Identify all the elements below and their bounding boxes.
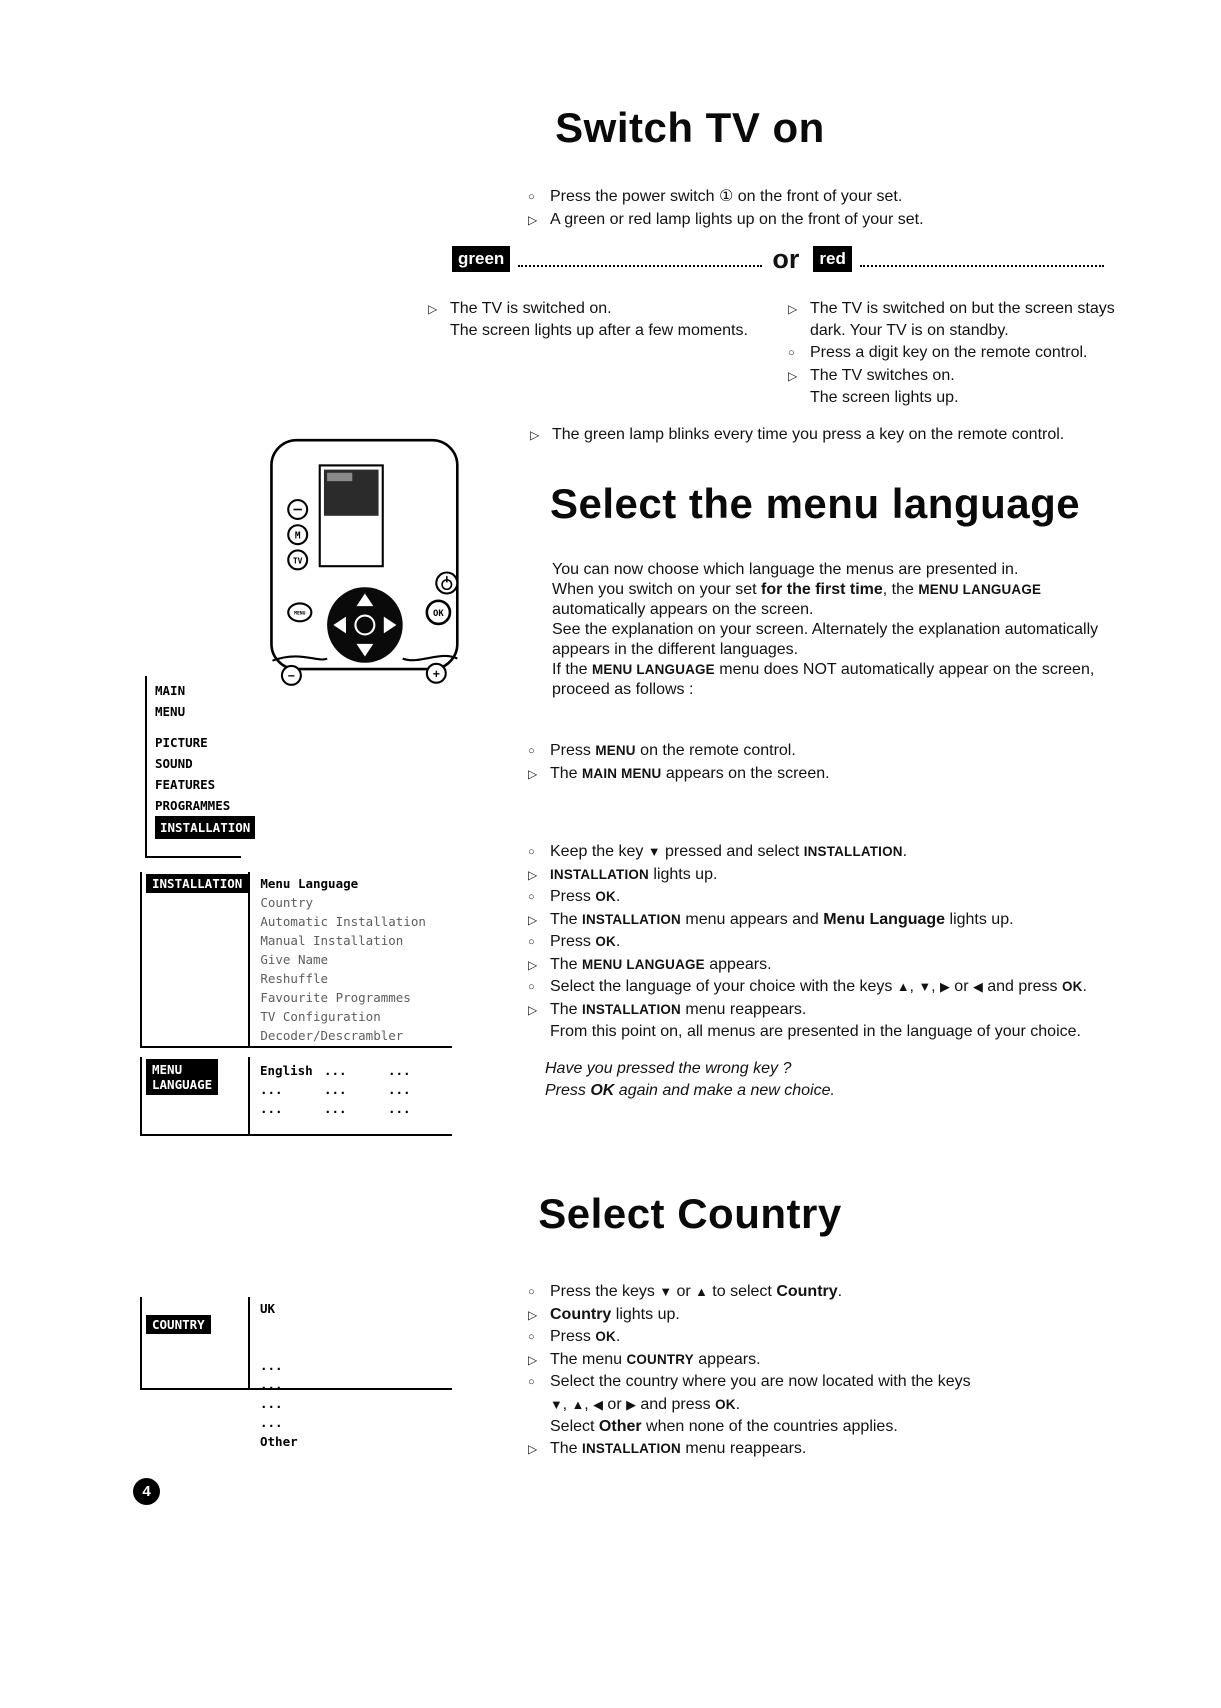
menu-item: MENU xyxy=(155,704,186,719)
screen-cell: ... xyxy=(260,1101,283,1116)
screen-row xyxy=(260,1099,452,1118)
remote-control-illustration xyxy=(262,436,472,693)
menu-language-label xyxy=(146,1059,218,1095)
result-bullet: ▷ xyxy=(528,1003,538,1017)
screen-row xyxy=(260,1413,452,1451)
line-text: Press MENU on the remote control. xyxy=(550,742,796,759)
text-line xyxy=(788,387,1140,409)
screen-cell: UK xyxy=(260,1301,276,1316)
line-text: automatically appears on the screen. xyxy=(552,601,814,618)
text-line xyxy=(545,1058,1065,1080)
menu-item: PICTURE xyxy=(155,735,208,750)
menu-item: SOUND xyxy=(155,756,193,771)
line-text: The green lamp blinks every time you press a key on the remote control. xyxy=(552,426,1065,443)
line-text: Press a digit key on the remote control. xyxy=(810,344,1088,361)
menu-item: Menu Language xyxy=(260,876,359,891)
text-line xyxy=(528,1281,1140,1304)
line-text: You can now choose which language the menus are presented in. xyxy=(552,561,1019,578)
action-bullet: ○ xyxy=(528,981,535,993)
page-number-badge: 4 xyxy=(133,1478,160,1505)
text-line xyxy=(788,298,1140,342)
screen-row xyxy=(260,1080,452,1099)
screen-cell: ... xyxy=(388,1063,411,1078)
menu-item: FEATURES xyxy=(155,777,216,792)
line-text: INSTALLATION lights up. xyxy=(550,866,718,883)
screen-cell: Other xyxy=(260,1434,298,1449)
result-bullet: ▷ xyxy=(528,213,538,227)
line-text: The INSTALLATION menu appears and Menu Language lights up. xyxy=(550,911,1014,928)
installation-steps xyxy=(528,841,1144,1043)
text-line xyxy=(788,365,1140,387)
menu-language-label-column xyxy=(142,1057,250,1134)
main-menu-screen xyxy=(145,676,251,858)
text-line xyxy=(528,1394,1140,1416)
line-text: The TV switches on. xyxy=(810,367,955,384)
text-line xyxy=(428,298,773,320)
line-text: When you switch on your set for the first time, the MENU LANGUAGE xyxy=(552,581,1042,598)
text-line xyxy=(530,424,1170,446)
or-label: or xyxy=(772,244,800,274)
line-text: The TV is switched on but the screen stays dark. Your TV is on standby. xyxy=(810,300,1115,339)
switch-on-steps xyxy=(528,186,1140,231)
blink-note xyxy=(530,424,1170,446)
menu-item: Decoder/Descrambler xyxy=(260,1028,404,1043)
power-button xyxy=(436,573,457,594)
line-text: A green or red lamp lights up on the front of your set. xyxy=(550,211,924,228)
line-text: If the MENU LANGUAGE menu does NOT automatically appear on the screen, xyxy=(552,661,1095,678)
line-text: Press the keys ▼ or ▲ to select Country. xyxy=(550,1283,843,1300)
line-text: The MENU LANGUAGE appears. xyxy=(550,956,772,973)
text-line xyxy=(528,931,1144,954)
screen-row xyxy=(260,1061,452,1080)
country-menu-label: COUNTRY xyxy=(146,1315,211,1334)
text-line xyxy=(552,620,1152,640)
line-text: Press the power switch ① on the front of your set. xyxy=(550,188,903,205)
line-text: The TV is switched on. xyxy=(450,300,612,317)
result-bullet: ▷ xyxy=(530,428,540,442)
menu-item: TV Configuration xyxy=(260,1009,381,1024)
text-line xyxy=(528,763,1140,785)
text-line xyxy=(552,600,1152,620)
wrong-key-note xyxy=(545,1058,1065,1102)
text-line xyxy=(528,999,1144,1021)
m-button-label: M xyxy=(294,530,301,542)
dotted-leader xyxy=(860,251,1104,267)
result-bullet: ▷ xyxy=(528,1308,538,1322)
text-line xyxy=(552,660,1152,680)
result-bullet: ▷ xyxy=(788,369,798,383)
screen-cell: English xyxy=(260,1063,313,1078)
menu-item: PROGRAMMES xyxy=(155,798,231,813)
line-text: Select the country where you are now located with the keys xyxy=(550,1373,971,1390)
text-line xyxy=(528,1416,1140,1438)
line-text: Press OK. xyxy=(550,888,621,905)
result-bullet: ▷ xyxy=(528,767,538,781)
red-lamp-result xyxy=(788,298,1140,409)
installation-menu-items xyxy=(250,872,452,1046)
line-text: Select the language of your choice with the keys ▲, ▼, ▶ or ◀ and press OK. xyxy=(550,978,1087,995)
country-menu-screen xyxy=(140,1297,452,1449)
menu-language-label-line1: MENU xyxy=(152,1062,183,1077)
menu-item: Manual Installation xyxy=(260,933,404,948)
text-line xyxy=(528,1304,1140,1326)
screen-cell: ... xyxy=(388,1101,411,1116)
menu-button-label: MENU xyxy=(294,611,306,617)
action-bullet: ○ xyxy=(528,936,535,948)
country-label-column xyxy=(142,1297,250,1388)
result-bullet: ▷ xyxy=(788,302,798,316)
text-line xyxy=(528,1349,1140,1371)
screen-cell: ... xyxy=(260,1082,283,1097)
screen-row xyxy=(260,1375,452,1413)
section-title-switch-tv-on: Switch TV on xyxy=(555,104,825,151)
highlight-box: INSTALLATION xyxy=(155,816,255,839)
text-line xyxy=(552,640,1152,660)
text-line xyxy=(528,740,1140,763)
text-line xyxy=(528,909,1144,931)
text-line xyxy=(528,1371,1140,1394)
line-text: appears in the different languages. xyxy=(552,641,799,658)
line-text: The menu COUNTRY appears. xyxy=(550,1351,761,1368)
installation-menu-screen xyxy=(140,872,452,1048)
action-bullet: ○ xyxy=(528,1331,535,1343)
line-text: Press OK. xyxy=(550,933,621,950)
remote-control-drawing xyxy=(262,436,472,688)
tv-button-label: TV xyxy=(292,556,303,566)
text-line xyxy=(552,680,1152,700)
text-line xyxy=(552,560,1152,580)
screen-cell: ... xyxy=(260,1358,283,1373)
result-bullet: ▷ xyxy=(428,302,438,316)
ok-button-label: OK xyxy=(433,609,444,620)
screen-cell: ... xyxy=(260,1415,283,1430)
menu-language-label-line2: LANGUAGE xyxy=(152,1077,213,1092)
section-title-select-menu-language: Select the menu language xyxy=(550,480,1081,527)
menu-item: MAIN xyxy=(155,683,186,698)
screen-cell: ... xyxy=(324,1063,347,1078)
result-bullet: ▷ xyxy=(528,958,538,972)
minus-button-label: − xyxy=(287,668,295,683)
menu-item: Automatic Installation xyxy=(260,914,426,929)
action-bullet: ○ xyxy=(528,1376,535,1388)
line-text: The INSTALLATION menu reappears. xyxy=(550,1001,807,1018)
action-bullet: ○ xyxy=(528,891,535,903)
text-line xyxy=(552,580,1152,600)
screen-cell: ... xyxy=(324,1101,347,1116)
menu-item: Reshuffle xyxy=(260,971,329,986)
text-line xyxy=(528,976,1144,999)
result-bullet: ▷ xyxy=(528,1353,538,1367)
menu-language-screen xyxy=(140,1057,452,1136)
text-line xyxy=(545,1080,1065,1102)
text-line xyxy=(428,320,773,342)
action-bullet: ○ xyxy=(528,846,535,858)
text-line xyxy=(528,886,1144,909)
line-text: ▼, ▲, ◀ or ▶ and press OK. xyxy=(550,1396,741,1413)
press-menu-steps xyxy=(528,740,1140,785)
lamp-indicator-row xyxy=(452,246,1112,272)
text-line xyxy=(528,1326,1140,1349)
line-text: proceed as follows : xyxy=(552,681,694,698)
green-lamp-result xyxy=(428,298,773,342)
country-options xyxy=(250,1297,452,1449)
screen-row xyxy=(260,1299,452,1337)
line-text: Have you pressed the wrong key ? xyxy=(545,1060,792,1077)
line-text: Country lights up. xyxy=(550,1306,680,1323)
text-line xyxy=(528,954,1144,976)
text-line xyxy=(528,864,1144,886)
menu-item: Give Name xyxy=(260,952,329,967)
line-text: The MAIN MENU appears on the screen. xyxy=(550,765,830,782)
action-bullet: ○ xyxy=(528,1286,535,1298)
line-text: The screen lights up. xyxy=(810,389,959,406)
section-title-select-country: Select Country xyxy=(538,1190,842,1237)
text-line xyxy=(788,342,1140,365)
screen-cell: ... xyxy=(260,1396,283,1411)
installation-menu-label: INSTALLATION xyxy=(146,874,248,893)
installation-menu-label-column xyxy=(142,872,250,1046)
text-line xyxy=(528,1021,1144,1043)
line-text: From this point on, all menus are presented in the language of your choice. xyxy=(550,1023,1081,1040)
menu-item: Country xyxy=(260,895,313,910)
action-bullet: ○ xyxy=(528,745,535,757)
plus-button-label: + xyxy=(432,666,440,681)
green-lamp-label: green xyxy=(452,246,510,272)
screen-row xyxy=(260,1337,452,1375)
line-text: Press OK. xyxy=(550,1328,621,1345)
line-text: The screen lights up after a few moments. xyxy=(450,322,748,339)
action-bullet: ○ xyxy=(528,191,535,203)
select-country-steps xyxy=(528,1281,1140,1460)
text-line xyxy=(528,841,1144,864)
result-bullet: ▷ xyxy=(528,868,538,882)
text-line xyxy=(528,209,1140,231)
screen-cell: ... xyxy=(260,1377,283,1392)
menu-item-highlighted xyxy=(155,816,251,839)
line-text: See the explanation on your screen. Alternately the explanation automatically xyxy=(552,621,1099,638)
text-line xyxy=(528,186,1140,209)
line-text: Keep the key ▼ pressed and select INSTALLATION. xyxy=(550,843,908,860)
menu-item: Favourite Programmes xyxy=(260,990,411,1005)
action-bullet: ○ xyxy=(788,347,795,359)
text-line xyxy=(528,1438,1140,1460)
screen-cell: ... xyxy=(388,1082,411,1097)
line-text: Press OK again and make a new choice. xyxy=(545,1082,835,1099)
result-bullet: ▷ xyxy=(528,913,538,927)
screen-cell: ... xyxy=(324,1082,347,1097)
dotted-leader xyxy=(518,251,762,267)
menu-language-intro-paragraph xyxy=(552,560,1152,700)
red-lamp-label: red xyxy=(813,246,851,272)
menu-language-options xyxy=(250,1057,452,1134)
line-text: Select Other when none of the countries applies. xyxy=(550,1418,898,1435)
line-text: The INSTALLATION menu reappears. xyxy=(550,1440,807,1457)
result-bullet: ▷ xyxy=(528,1442,538,1456)
